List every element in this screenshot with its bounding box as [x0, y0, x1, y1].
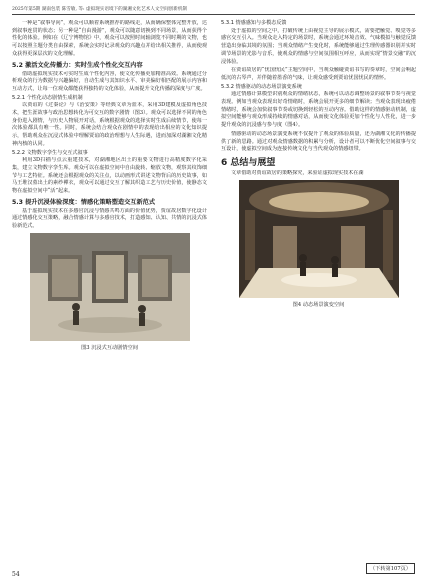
paragraph: 通过情感计算模型识别观众的情绪状态，系统可以动态调整场景的叙事节奏与视觉表现。例如当观众表现出好奇情绪时，系统会展开更多的细节解读；当观众表现出疲倦情绪时，系统会加快叙事节奏或切换到轻松的互动内容。借助这样的情感驱动机制，虚拟空间能够与观众形成持续的情感对话，从而使文化体验更加个性化与人性化，进一步提升观众的沉浸感与参与度（图4）。 [221, 91, 416, 129]
paragraph: 利用3D扫描与点云重建技术，对湖湘地区出土的重要文物进行高精度数字化采集，建立文物数字孪生库。观众可以在虚拟空间中自由旋转、缩放文物，观察其纹饰细节与工艺特征。系统还会根据观众的关注点，以动画形式讲述文物背后的历史故事，如马王堆汉墓出土的素纱襌衣，观众可以通过交互了解其织造工艺与历史价值，使静态文物在虚拟空间中“活”起来。 [12, 157, 207, 195]
paragraph: 一种是“叙事导向”，观众可以顺着系统推荐的路线走，从而确保整体完整开放，达到叙事连贯的状态；另一种是“自由漫游”，观众可以随意切换到不同场景，从而获得个性化的体验。例如在《辽宁博物馆》中，观众可以按照时间轴浏览不同时期的文物，也可以按照主题分类自由探索，系统会实时记录观众的兴趣点并给出相关推荐，从而使观众获得更深层次的文化理解。 [12, 20, 207, 57]
paragraph: 基于虚拟现实技术在多感官沉浸与情感共鸣方面的价值优势，贾谊故居数字化设计通过情感化交互策略，融合情感计算与多感官技术，打造感知、认知、共情的沉浸式体验新范式。 [12, 207, 207, 230]
figure-3-image [30, 233, 190, 341]
right-column [221, 20, 416, 308]
paragraph: 文章借助对贾谊故居的策略探究，来验证虚拟现实技术在湖 [231, 169, 364, 176]
paragraph: 处于虚拟的空间之中，打破传统上由视觉主导的展示模式，需要把触觉、嗅觉等多感官交互引入。当观众走入特定的场景时，系统会通过环境音效、气味模拟与触觉反馈营造出身临其境的氛围；当观众情绪产生变化时，系统能够通过生理传感器识别并实时调节场景的光影与音乐，使观众的情感与空间氛围相互呼应，从而实现“情景交融”的沉浸体验。 [221, 27, 416, 65]
header-rule [12, 14, 415, 15]
subsection-heading: 5.2.1 个性化动态剧情生成机制 [12, 94, 83, 101]
interactive-scene-illustration [30, 233, 190, 341]
figure-caption: 图3 沉浸式互动剧情空间 [81, 344, 138, 351]
continuation-note: （下转第107页） [366, 563, 415, 574]
section-heading: 5.2 激活文化传播力：实时生成个性化交互内容 [12, 61, 143, 69]
page-number: 54 [12, 571, 20, 578]
left-column [12, 20, 207, 351]
paragraph: 在贾谊故居的“忧国忧民”主题空间中，当观众触碰贾谊书写的奏章时，空间会响起低沉的古琴声，并伴随着墨香的气味，让观众感受到贾谊忧国忧民的情怀。 [221, 67, 416, 81]
paragraph: 情感驱动的动态场景演变系统不仅提升了观众的体验质量，还为湖湘文化的传播提供了新的思路。通过对观众情感数据的积累与分析，设计者可以不断优化空间叙事与交互设计，使虚拟空间成为连接传统文化与当代观众的情感纽带。 [221, 130, 416, 153]
dynamic-scene-illustration [239, 180, 399, 298]
section-heading: 6 总结与展望 [221, 157, 276, 168]
running-header: 2025年第5期 湖南包装 陈雪敏, 等: 虚拟现实语境下的湖湘文化艺术人文空间创新机制 [12, 7, 188, 12]
paragraph: 以贾谊的《过秦论》与《治安策》等经典文章为蓝本，采用3D建模及虚拟角色技术，把生涯故事与政治思想转化为可交互的数字剧情（图3）。观众可以选择不同的角色身份进入剧情，与历史人物展开对话，系统根据观众的选择实时生成后续情节，使每一次体验都具有唯一性。同时，系统会结合观众在剧情中的表现给出相应的文化知识提示，帮助观众在沉浸式体验中理解贾谊的政治理想与人生际遇，进而加深对湖湘文化精神内核的认同。 [12, 102, 207, 147]
paragraph: 借助虚拟现实技术可实时生成个性化内容，使文化传播更加精准高效。系统通过分析观众的行为数据与兴趣偏好，自动生成与其知识水平、审美偏好相匹配的展示内容和互动方式，让每一位观众都能获得独特的文化体验，从而提升文化传播的深度与广度。 [12, 70, 207, 92]
figure-4-image [239, 180, 399, 298]
figure-3 [30, 233, 190, 351]
figure-4 [239, 180, 399, 308]
subsection-heading: 5.3.2 情感驱动的动态场景演变系统 [221, 83, 302, 90]
subsection-heading: 5.2.2 文物数字孪生与交互式叙事 [12, 149, 88, 156]
figure-caption: 图4 动态场景演变空间 [292, 301, 345, 308]
subsection-heading: 5.3.1 情感感知与多模态反馈 [221, 20, 287, 26]
section-heading: 5.3 提升沉浸体验深度：情感化策略塑造交互新范式 [12, 198, 156, 206]
